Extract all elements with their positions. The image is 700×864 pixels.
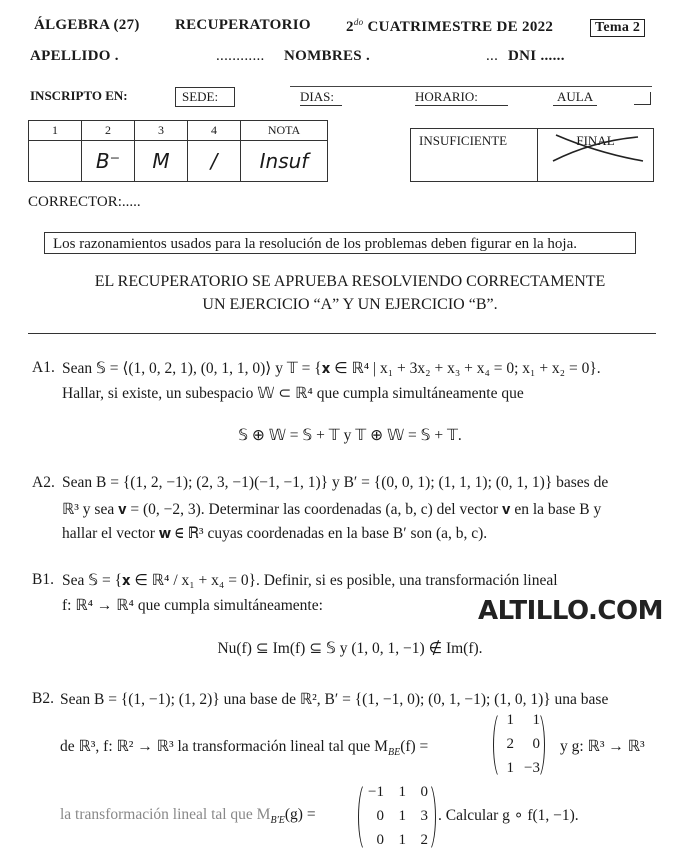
- problem-b1-formula: Nu(f) ⊆ Im(f) ⊆ 𝕊 y (1, 0, 1, −1) ∉ Im(f).: [217, 640, 483, 657]
- headline-line-2: UN EJERCICIO “A” Y UN EJERCICIO “B”.: [202, 296, 498, 313]
- problem-b2-line2-end: y g: ℝ³ → ℝ³: [560, 738, 645, 755]
- grade-header: 3: [135, 121, 188, 141]
- grade-cell: B⁻: [82, 141, 135, 182]
- problem-b2-line3: [60, 806, 316, 826]
- sede-field[interactable]: [175, 87, 235, 107]
- problem-a1-label: A1.: [32, 359, 55, 376]
- final-cell: [538, 129, 653, 181]
- grade-cell-nota: Insuf: [241, 141, 328, 182]
- problem-a1-line1: Sean 𝕊 = ⟨(1, 0, 2, 1), (0, 1, 1, 0)⟩ y 𝕋 = {𝐱 ∈ ℝ⁴ | x₁ + 3x₂ + x₃ + x₄ = 0; x₁ + x₂ = 0}.: [62, 360, 601, 377]
- aula-field[interactable]: [553, 89, 597, 106]
- term-number: 2: [346, 19, 354, 35]
- matrix-cell: 0: [376, 808, 384, 824]
- grade-header-nota: NOTA: [241, 121, 328, 141]
- aula-label: AULA: [557, 89, 594, 104]
- instructions-notice: Los razonamientos usados para la resolución de los problemas deben figurar en la hoja.: [44, 232, 636, 254]
- matrix-cell: 1: [506, 712, 514, 728]
- problem-b1-label: B1.: [32, 571, 54, 588]
- grade-cell: /: [188, 141, 241, 182]
- apellido-dots: ............: [216, 48, 265, 64]
- apellido-label: APELLIDO .: [30, 48, 119, 64]
- section-divider: [28, 333, 656, 334]
- matrix-cell: −1: [368, 784, 384, 800]
- problem-a2-line1: Sean B = {(1, 2, −1); (2, 3, −1)(−1, −1, 1)} y B′ = {(0, 0, 1); (1, 1, 1); (0, 1, 1)} bases de: [62, 474, 609, 491]
- headline-line-1: EL RECUPERATORIO SE APRUEBA RESOLVIENDO CORRECTAMENTE: [94, 273, 606, 290]
- inscripto-divider: [290, 86, 652, 87]
- grade-header: 4: [188, 121, 241, 141]
- matrix-cell: 0: [420, 784, 428, 800]
- matrix-mbe-f: [500, 712, 540, 777]
- inscripto-label: INSCRIPTO EN:: [30, 88, 128, 103]
- matrix-cell: 2: [506, 736, 514, 752]
- exam-title: RECUPERATORIO: [175, 17, 311, 33]
- b2-line3-eq: (g) =: [284, 806, 316, 823]
- nombres-label: NOMBRES .: [284, 48, 371, 64]
- sede-label: SEDE:: [182, 89, 219, 104]
- subject-title: ÁLGEBRA (27): [34, 17, 140, 33]
- result-box: [410, 128, 654, 182]
- problem-a1-formula: 𝕊 ⊕ 𝕎 = 𝕊 + 𝕋 y 𝕋 ⊕ 𝕎 = 𝕊 + 𝕋.: [238, 427, 462, 444]
- matrix-mb'e-g: [364, 784, 428, 849]
- problem-b1-line1: Sea 𝕊 = {𝐱 ∈ ℝ⁴ / x₁ + x₄ = 0}. Definir, si es posible, una transformación lineal: [62, 572, 558, 589]
- matrix-cell: 0: [532, 736, 540, 752]
- cross-out-mark: [548, 131, 648, 167]
- grade-header: 1: [29, 121, 82, 141]
- problem-b2-label: B2.: [32, 690, 54, 707]
- nombres-dots: ...: [486, 48, 499, 64]
- matrix-cell: 3: [420, 808, 428, 824]
- problem-b2-line3-end: . Calcular g ∘ f(1, −1).: [438, 807, 579, 824]
- b2-line2-text: de ℝ³, f: ℝ² → ℝ³ la transformación lineal tal que M: [60, 738, 388, 755]
- problem-a2-line3: hallar el vector 𝐰 ∈ ℝ³ cuyas coordenadas en la base B′ son (a, b, c).: [62, 525, 488, 542]
- b2-line3-sub: B′E: [270, 815, 285, 827]
- problem-b1-line2: f: ℝ⁴ → ℝ⁴ que cumpla simultáneamente:: [62, 597, 323, 614]
- b2-line2-sub: BE: [387, 747, 401, 759]
- matrix-cell: 1: [532, 712, 540, 728]
- b2-line3-text: la transformación lineal tal que M: [60, 806, 271, 823]
- grade-header: 2: [82, 121, 135, 141]
- aula-box-corner: [634, 92, 651, 105]
- dni-label: DNI ......: [508, 48, 565, 64]
- problem-a2-line2: ℝ³ y sea 𝐯 = (0, −2, 3). Determinar las coordenadas (a, b, c) del vector 𝐯 en la base B y: [62, 501, 602, 518]
- horario-field[interactable]: [415, 89, 508, 106]
- b2-line2-eq: (f) =: [400, 738, 429, 755]
- matrix-cell: 1: [398, 832, 406, 848]
- matrix-cell: 1: [506, 760, 514, 776]
- problem-b2-line1: Sean B = {(1, −1); (1, 2)} una base de ℝ², B′ = {(1, −1, 0); (0, 1, −1); (1, 0, 1)} una base: [60, 691, 609, 708]
- dias-label: DIAS:: [300, 89, 334, 104]
- problem-a2-label: A2.: [32, 474, 55, 491]
- grade-cell: [29, 141, 82, 182]
- horario-label: HORARIO:: [415, 89, 478, 104]
- corrector-label: CORRECTOR:.....: [28, 194, 141, 210]
- problem-b2-line2: [60, 737, 428, 758]
- insuficiente-label: INSUFICIENTE: [411, 129, 538, 181]
- term-text: CUATRIMESTRE DE 2022: [367, 19, 554, 35]
- grade-cell: M: [135, 141, 188, 182]
- grades-table: [28, 120, 328, 182]
- matrix-cell: 2: [420, 832, 428, 848]
- problem-a1-line2: Hallar, si existe, un subespacio 𝕎 ⊂ ℝ⁴ que cumpla simultáneamente que: [62, 385, 524, 402]
- matrix-cell: 1: [398, 784, 406, 800]
- tema-badge: Tema 2: [590, 19, 645, 37]
- matrix-cell: −3: [524, 760, 540, 776]
- matrix-cell: 1: [398, 808, 406, 824]
- altillo-watermark: ALTILLO.COM: [478, 596, 663, 626]
- final-label: FINAL: [576, 133, 615, 148]
- term-title: [346, 17, 553, 36]
- term-ordinal: do: [353, 17, 364, 27]
- dias-field[interactable]: [300, 89, 342, 106]
- matrix-cell: 0: [376, 832, 384, 848]
